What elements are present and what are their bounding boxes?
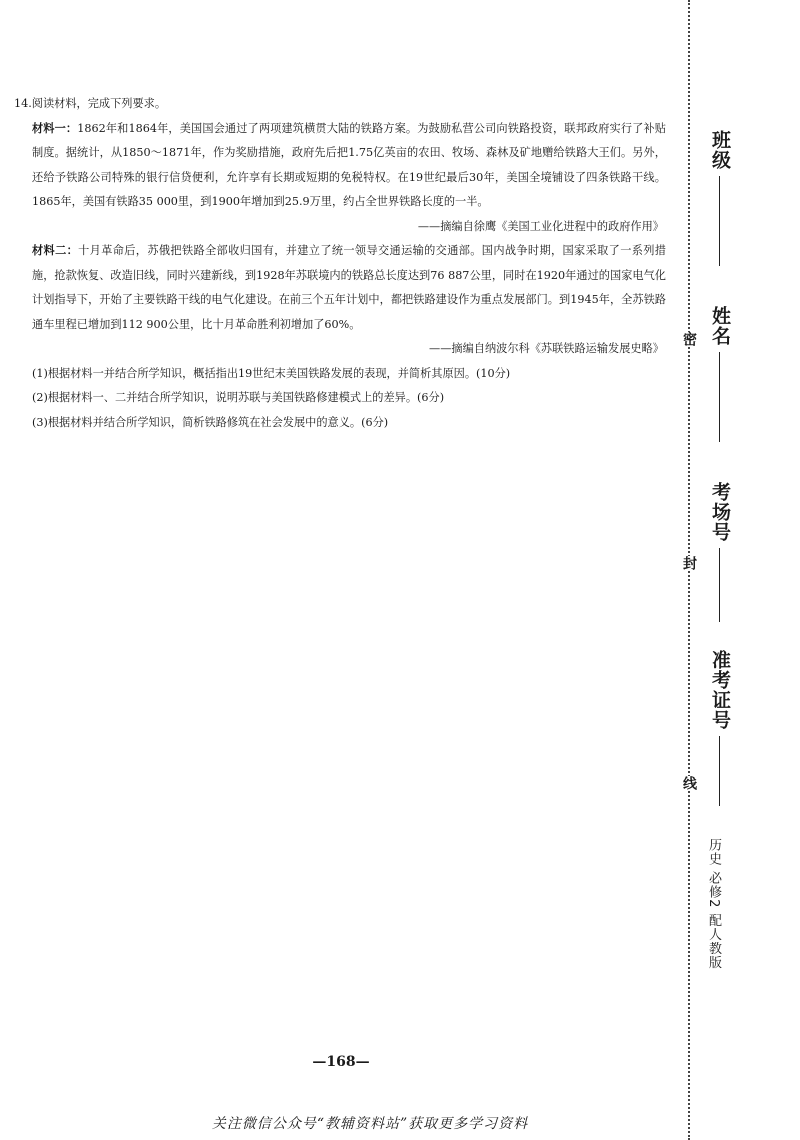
class-underline[interactable] [719,176,722,266]
material-2-text: 十月革命后，苏俄把铁路全部收归国有，并建立了统一领导交通运输的交通部。国内战争时期，国家采取了一系列措施，抢款恢复、改造旧线，同时兴建新线，到1928年苏联境内的铁路总长度达到76 887公里，同时在1920年通过的国家电气化计划指导下，开始了主要铁路干线的电气化建设。在前三个五年计划中，都把铁路建设作为重点发展部门。到1945年，全苏铁路通车里程已增加到112 900公里，比十月革命胜利初增加了60%。 [32,244,666,331]
material-2 [14,239,666,337]
seal-mi: 密 [681,332,697,346]
sub-question-3: (3)根据材料并结合所学知识，简析铁路修筑在社会发展中的意义。(6分) [32,415,389,429]
question-block [14,92,666,435]
question-title: 14.阅读材料，完成下列要求。 [14,97,167,110]
material-1 [14,117,666,215]
ticket-label: 准考证号 [709,650,731,730]
name-underline[interactable] [719,352,722,442]
material-2-label: 材料二： [32,244,79,257]
sub-question-2: (2)根据材料一、二并结合所学知识，说明苏联与美国铁路修建模式上的差异。(6分) [32,391,445,404]
sub-question-1: (1)根据材料一并结合所学知识，概括指出19世纪末美国铁路发展的表现，并简析其原因。(10分) [32,366,511,380]
class-field[interactable] [700,130,734,266]
ticket-field[interactable] [700,650,734,806]
material-1-text: 1862年和1864年，美国国会通过了两项建筑横贯大陆的铁路方案。为鼓励私营公司向铁路投资，联邦政府实行了补贴制度。据统计，从1850～1871年，作为奖励措施，政府先后把1.75亿英亩的农田、牧场、森林及矿地赠给铁路大王们。另外，还给予铁路公司特殊的银行信贷便利，允许享有长期或短期的免税特权。在19世纪最后30年，美国全境铺设了四条铁路干线。1865年，美国有铁路35 000里，到1900年增加到25.9万里，约占全世界铁路长度的一半。 [32,121,666,208]
footer-note: 关注微信公众号“教辅资料站”获取更多学习资料 [211,1116,529,1132]
class-label: 班级 [709,130,731,170]
exam-room-underline[interactable] [719,548,722,622]
seal-xian: 线 [681,776,697,790]
name-label: 姓名 [709,306,731,346]
seal-feng: 封 [681,556,697,570]
subject-label: 历史 必修2 配人教版 [706,838,721,970]
exam-room-field[interactable] [700,482,734,622]
exam-room-label: 考场号 [709,482,731,542]
cut-line [688,0,690,1140]
material-1-source: ——摘编自徐鹰《美国工业化进程中的政府作用》 [417,219,664,233]
name-field[interactable] [700,306,734,442]
material-2-source: ——摘编自纳波尔科《苏联铁路运输发展史略》 [429,342,664,355]
ticket-underline[interactable] [719,736,722,806]
page-number: —168— [312,1054,370,1070]
material-1-label: 材料一： [32,121,78,135]
binding-margin [676,0,800,1140]
